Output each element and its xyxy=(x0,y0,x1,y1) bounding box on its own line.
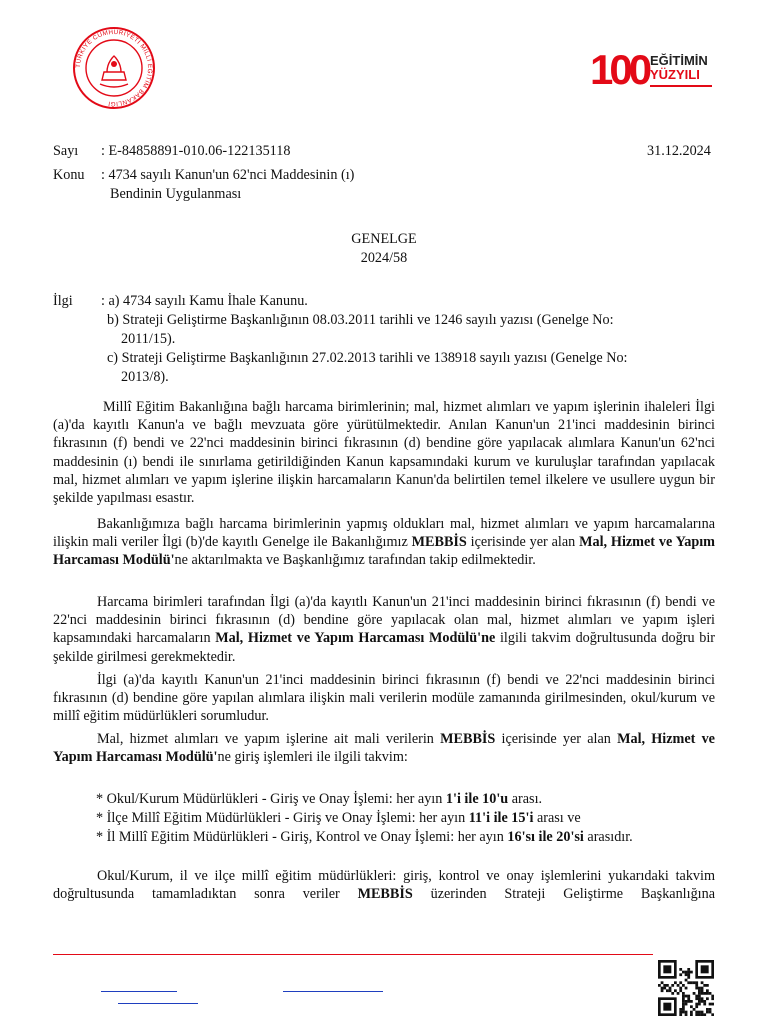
education-century-logo xyxy=(590,48,718,98)
mebbis-term: MEBBİS xyxy=(440,731,496,747)
paragraph-6: Okul/Kurum, il ve ilçe millî eğitim müdürlükleri: giriş, kontrol ve onay işlemlerini yukarıdaki takvim doğrultusunda tamamladıktan sonra veriler MEBBİS üzerinden Strateji Geliştirme Başkanlığına xyxy=(53,868,715,903)
paragraph-3: Harcama birimleri tarafından İlgi (a)'da kayıtlı Kanun'un 21'inci maddesinin birinci fıkrasının (f) bendi ve 22'nci maddesinin birinci fıkrasının (d) bendine göre yapılacak olan mal, hizmet alımları ve yapım işleri kapsamındaki harcamaların Mal, Hizmet ve Yapım Harcaması Modülü'ne ilgili takvim doğrultusunda doğru bir şekilde girilmesi gerekmektedir. xyxy=(53,594,716,665)
paragraph-1: Millî Eğitim Bakanlığına bağlı harcama birimlerinin; mal, hizmet alımları ve yapım işlerinin ihaleleri İlgi (a)'da kayıtlı Kanun'a ve bağlı mevzuata göre yürütülmektedir. Anılan Kanun'un 21'inci maddesinin birinci fıkrasının (f) bendi ve 22'nci maddesinin birinci fıkrasının (d) bendine göre yapılacak alımlara Kanun'un 62'nci maddesinin (ı) bendi ile sınırlama getirildiğinden Kanun kapsamındaki kurum ve kuruluşlar tarafından yapılacak mal, hizmet alımları ve yapım işlerine ilişkin harcamaların Kanun'da belirtilen temel ilkelere ve usullere uygun bir şekilde yapılması esastır. xyxy=(53,399,715,507)
footer-link-underline[interactable] xyxy=(118,1003,198,1004)
calendar-item-okul: * Okul/Kurum Müdürlükleri - Giriş ve Onay İşlemi: her ayın 1'i ile 10'u arası. xyxy=(96,791,543,807)
ilgi-a: : a) 4734 sayılı Kamu İhale Kanunu. xyxy=(101,293,308,309)
footer-link-underline[interactable] xyxy=(283,991,383,992)
sayi-label: Sayı xyxy=(53,143,79,159)
konu-value-line1: : 4734 sayılı Kanun'un 62'nci Maddesinin (ı) xyxy=(101,167,355,183)
calendar-item-ilce: * İlçe Millî Eğitim Müdürlükleri - Giriş ve Onay İşlemi: her ayın 11'i ile 15'i arası ve xyxy=(96,810,581,826)
footer-link-underline[interactable] xyxy=(101,991,177,992)
module-name: Mal, Hizmet ve Yapım Harcaması Modülü'ne xyxy=(215,630,496,647)
logo-number: 100 xyxy=(590,46,649,93)
ilgi-b-line2: 2011/15). xyxy=(121,331,176,347)
logo-line-2: YÜZYILI xyxy=(650,67,700,82)
footer-divider xyxy=(53,954,653,955)
seal-ring-text: TÜRKİYE CUMHURİYETİ MİLLÎ EĞİTİM BAKANLIĞI xyxy=(74,28,154,108)
document-date: 31.12.2024 xyxy=(647,143,711,159)
paragraph-5: Mal, hizmet alımları ve yapım işlerine ait mali verilerin MEBBİS içerisinde yer alan Mal, Hizmet ve Yapım Harcaması Modülü'ne giriş işlemleri ile ilgili takvim: xyxy=(53,731,715,766)
ilgi-c-line2: 2013/8). xyxy=(121,369,169,385)
module-name: Mal, Hizmet ve Yapım Harcaması Modülü' xyxy=(53,534,715,569)
ilgi-label: İlgi xyxy=(53,293,73,309)
circular-number: 2024/58 xyxy=(360,250,408,266)
calendar-item-il: * İl Millî Eğitim Müdürlükleri - Giriş, Kontrol ve Onay İşlemi: her ayın 16'sı ile 20'si arasıdır. xyxy=(96,829,633,845)
ministry-seal-logo xyxy=(72,26,156,110)
konu-label: Konu xyxy=(53,167,85,183)
sayi-value: : E-84858891-010.06-122135118 xyxy=(101,143,291,159)
mebbis-term: MEBBİS xyxy=(357,886,413,903)
logo-line-1: EĞİTİMİN xyxy=(650,53,708,68)
document-title: GENELGE xyxy=(351,231,417,247)
paragraph-2: Bakanlığımıza bağlı harcama birimlerinin yapmış oldukları mal, hizmet alımları ve yapım harcamalarına ilişkin mali veriler İlgi (b)'de kayıtlı Genelge ile Bakanlığımız MEBBİS içerisinde yer alan Mal, Hizmet ve Yapım Harcaması Modülü'ne aktarılmakta ve Başkanlığımız tarafından takip edilmektedir. xyxy=(53,516,715,569)
module-name: Mal, Hizmet ve Yapım Harcaması Modülü' xyxy=(53,731,715,766)
ilgi-c-line1: c) Strateji Geliştirme Başkanlığının 27.02.2013 tarihli ve 138918 sayılı yazısı (Genelge No: xyxy=(107,350,628,366)
paragraph-4: İlgi (a)'da kayıtlı Kanun'un 21'inci maddesinin birinci fıkrasının (f) bendi ve 22'nci maddesinin birinci fıkrasının (d) bendine göre yapılan alımlara ilişkin mali verilerin modüle zamanında girilmesinden, okul/kurum ve millî eğitim müdürlükleri sorumludur. xyxy=(53,672,715,725)
mebbis-term: MEBBİS xyxy=(411,534,467,551)
logo-underline xyxy=(650,85,712,87)
qr-code-icon xyxy=(658,960,714,1016)
konu-value-line2: Bendinin Uygulanması xyxy=(110,186,242,202)
ilgi-b-line1: b) Strateji Geliştirme Başkanlığının 08.03.2011 tarihli ve 1246 sayılı yazısı (Genelge No: xyxy=(107,312,614,328)
